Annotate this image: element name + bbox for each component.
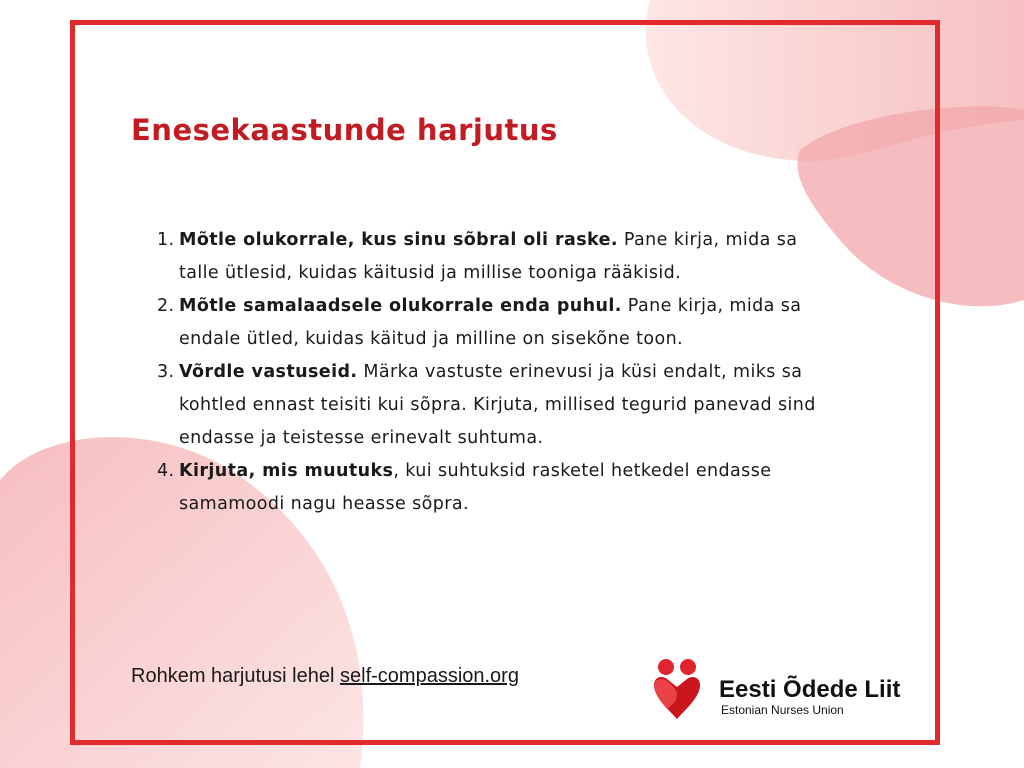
step-heading: Kirjuta, mis muutuks bbox=[179, 461, 394, 481]
step-text: Märka vastuste erinevusi ja küsi endalt, miks sa kohtled ennast teisiti kui sõpra. Kirjuta, millised tegurid panevad sind endasse ja teistesse erinevalt suhtuma. bbox=[179, 362, 816, 448]
list-item bbox=[157, 290, 817, 356]
list-item bbox=[157, 455, 817, 521]
list-item bbox=[157, 356, 817, 455]
self-compassion-link[interactable]: self-compassion.org bbox=[340, 665, 519, 687]
step-number: 4. bbox=[157, 461, 175, 481]
step-text: Pane kirja, mida sa talle ütlesid, kuidas käitusid ja millise tooniga rääkisid. bbox=[179, 230, 798, 283]
footer-prefix: Rohkem harjutusi lehel bbox=[131, 665, 340, 687]
page-title: Enesekaastunde harjutus bbox=[131, 113, 558, 147]
step-heading: Võrdle vastuseid. bbox=[179, 362, 358, 382]
step-number: 2. bbox=[157, 296, 175, 316]
footer-note bbox=[131, 665, 519, 688]
heart-people-logo-icon bbox=[650, 655, 720, 725]
steps-list bbox=[157, 224, 817, 521]
step-heading: Mõtle olukorrale, kus sinu sõbral oli raske. bbox=[179, 230, 618, 250]
step-heading: Mõtle samalaadsele olukorrale enda puhul. bbox=[179, 296, 622, 316]
step-text: Pane kirja, mida sa endale ütled, kuidas käitud ja milline on sisekõne toon. bbox=[179, 296, 802, 349]
step-number: 3. bbox=[157, 362, 175, 382]
org-name: Eesti Õdede Liit bbox=[719, 676, 901, 703]
step-number: 1. bbox=[157, 230, 175, 250]
step-text: , kui suhtuksid rasketel hetkedel endasse samamoodi nagu heasse sõpra. bbox=[179, 461, 772, 514]
list-item bbox=[157, 224, 817, 290]
org-subtitle: Estonian Nurses Union bbox=[721, 703, 844, 717]
